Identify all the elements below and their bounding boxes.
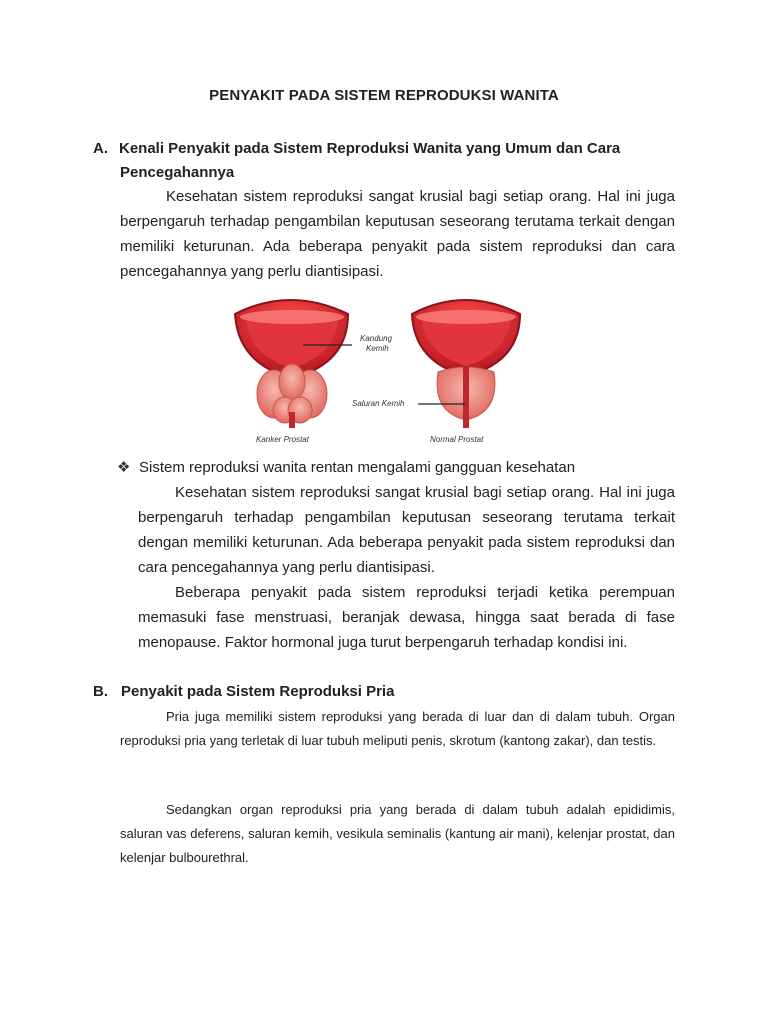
label-bladder-line2: Kemih — [366, 344, 389, 353]
section-b-label: B. — [93, 683, 108, 700]
caption-cancer-prostate: Kanker Prostat — [256, 435, 309, 444]
bullet-paragraph-2: Beberapa penyakit pada sistem reproduksi terjadi ketika perempuan memasuki fase menstruasi, beranjak dewasa, hingga saat berada di fase menopause. Faktor hormonal juga turut berpengaruh terhadap kondisi ini. — [138, 584, 675, 651]
caption-normal-prostate: Normal Prostat — [430, 435, 484, 444]
bullet-item — [117, 456, 575, 480]
section-a-paragraph: Kesehatan sistem reproduksi sangat krusial bagi setiap orang. Hal ini juga berpengaruh terhadap pengambilan keputusan seseorang terutama terkait dengan memiliki keturunan. Ada beberapa penyakit pada sistem reproduksi dan cara pencegahannya yang perlu diantisipasi. — [120, 188, 675, 280]
section-a-heading-line1: Kenali Penyakit pada Sistem Reproduksi Wanita yang Umum dan Cara — [119, 140, 621, 157]
section-b-heading-text: Penyakit pada Sistem Reproduksi Pria — [121, 683, 395, 700]
prostate-figure — [230, 292, 530, 450]
section-b-paragraph-2: Sedangkan organ reproduksi pria yang berada di dalam tubuh adalah epididimis, saluran vas deferens, saluran kemih, vesikula seminalis (kantung air mani), kelenjar prostat, dan kelenjar bulbourethral. — [120, 802, 675, 865]
section-a-heading — [93, 137, 675, 185]
label-urethra: Saluran Kemih — [352, 399, 405, 408]
document-title: PENYAKIT PADA SISTEM REPRODUKSI WANITA — [209, 87, 559, 104]
normal-prostate-drawing — [412, 300, 520, 428]
bullet-paragraph-1: Kesehatan sistem reproduksi sangat krusial bagi setiap orang. Hal ini juga berpengaruh terhadap pengambilan keputusan seseorang terutama terkait dengan memiliki keturunan. Ada beberapa penyakit pada sistem reproduksi dan cara pencegahannya yang perlu diantisipasi. — [138, 484, 675, 576]
diamond-bullet-icon: ❖ — [117, 459, 131, 476]
cancer-prostate-drawing — [235, 300, 348, 428]
section-b-paragraph-1: Pria juga memiliki sistem reproduksi yang berada di luar dan di dalam tubuh. Organ reproduksi pria yang terletak di luar tubuh meliputi penis, skrotum (kantong zakar), dan testis. — [120, 709, 675, 748]
bullet-text: Sistem reproduksi wanita rentan mengalami gangguan kesehatan — [139, 459, 576, 476]
section-b-heading — [93, 683, 394, 700]
label-bladder-line1: Kandung — [360, 334, 393, 343]
section-a-label: A. — [93, 140, 108, 157]
prostate-illustration — [230, 292, 530, 450]
section-a-heading-line2: Pencegahannya — [120, 164, 235, 181]
